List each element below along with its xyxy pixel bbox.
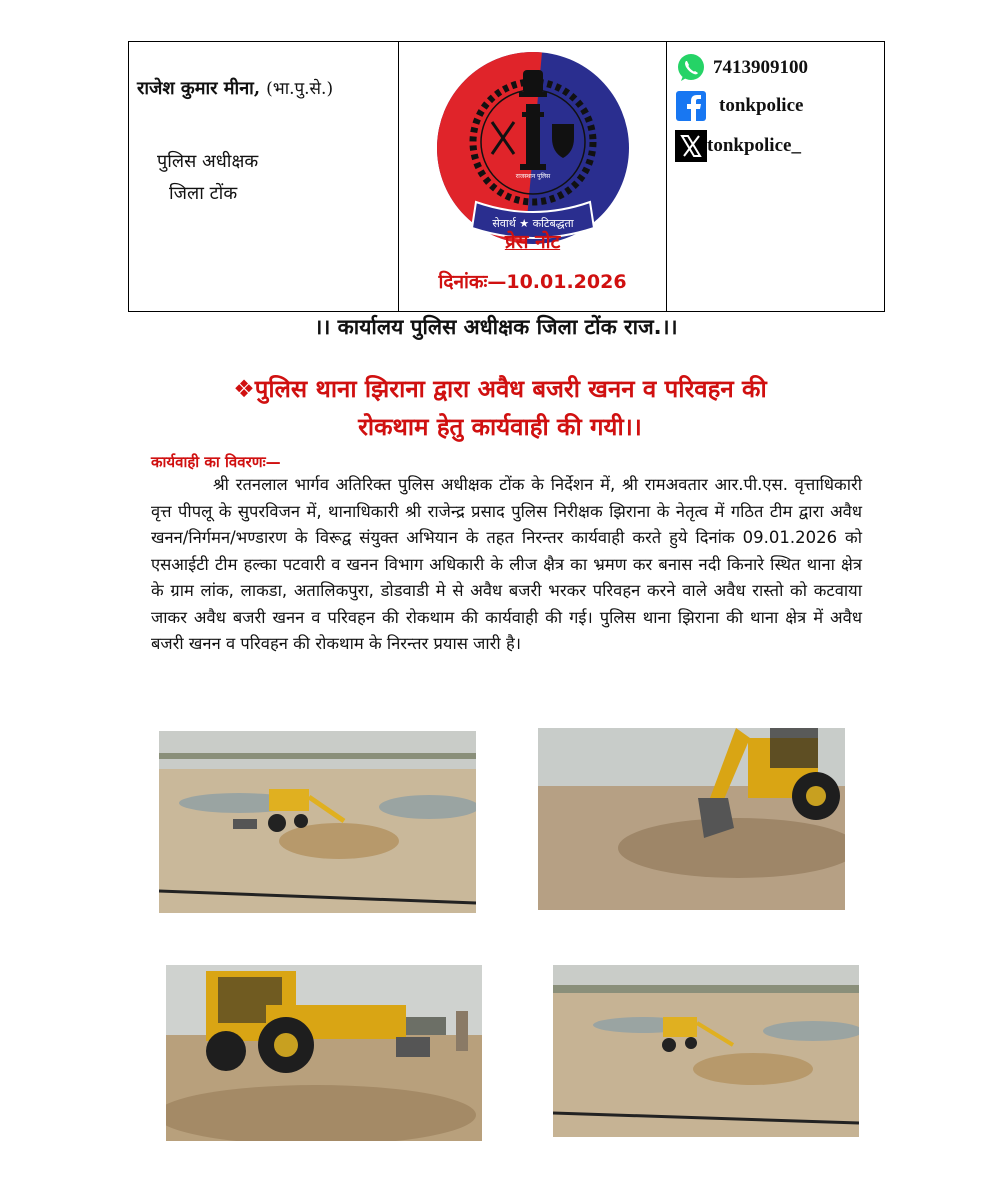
officer-district: जिला टोंक: [169, 183, 238, 204]
officer-rank: (भा.पु.से.): [266, 79, 334, 99]
letterhead-table: [128, 41, 885, 312]
photo-backhoe-closeup: [166, 965, 482, 1141]
photo-backhoe-riverbank-1: [159, 731, 476, 913]
whatsapp-row: [675, 52, 808, 84]
officer-designation: पुलिस अधीक्षक: [157, 151, 259, 172]
officer-cell: [129, 42, 399, 311]
emblem-caption: राजस्थान पुलिस: [515, 173, 551, 180]
details-label: कार्यवाही का विवरणः—: [151, 453, 281, 471]
officer-title: [157, 146, 258, 210]
officer-name-text: राजेश कुमार मीना,: [137, 78, 261, 99]
emblem-motto: सेवार्थ ★ कटिबद्धता: [492, 217, 574, 230]
photo-backhoe-riverbank-2: [553, 965, 859, 1137]
emblem-cell: [399, 42, 667, 311]
whatsapp-icon: [675, 52, 707, 84]
photo-backhoe-digging: [538, 728, 845, 910]
officer-name: [137, 76, 333, 100]
headline-line1: ❖पुलिस थाना झिराना द्वारा अवैध बजरी खनन व परिवहन की: [233, 375, 767, 403]
x-icon: [675, 130, 707, 162]
whatsapp-number: 7413909100: [713, 57, 808, 78]
facebook-handle: tonkpolice: [719, 95, 804, 116]
details-text: श्री रतनलाल भार्गव अतिरिक्त पुलिस अधीक्षक टोंक के निर्देशन में, श्री रामअवतार आर.पी.एस. वृत्ताधिकारी वृत्त पीपलू के सुपरविजन में, थानाधिकारी श्री राजेन्द्र प्रसाद पुलिस निरीक्षक झिराना के नेतृत्व में गठित टीम द्वारा अवैध खनन/निर्गमन/भण्डारण के विरूद्व संयुक्त अभियान के तहत निरन्तर कार्यवाही करते हुये दिनांक 09.01.2026 को एसआईटी टीम हल्का पटवारी व खनन विभाग अधिकारी के लीज क्षैत्र का भ्रमण कर बनास नदी किनारे स्थित थाना क्षेत्र के ग्राम लांक, लाकडा, अतालिकपुरा, डोडवाडी मे से अवैध बजरी भरकर परिवहन करने वाले अवैध रास्तो को कटवाया जाकर अवैध बजरी खनन व परिवहन की रोकथाम की कार्यवाही की गई। पुलिस थाना झिराना की थाना क्षेत्र में अवैध बजरी खनन व परिवहन की रोकथाम के निरन्तर प्रयास जारी है।: [151, 475, 862, 653]
press-note-date: दिनांकः—10.01.2026: [438, 271, 627, 293]
headline-line2: रोकथाम हेतु कार्यवाही की गयी।।: [358, 413, 642, 441]
office-line: ।। कार्यालय पुलिस अधीक्षक जिला टोंक राज.।।: [314, 315, 678, 339]
facebook-row: [675, 90, 803, 122]
x-row: [675, 130, 801, 162]
x-handle: tonkpolice_: [707, 135, 801, 156]
headline: [120, 370, 880, 446]
press-note-label: प्रेस नोट: [504, 231, 561, 253]
facebook-icon: [675, 90, 707, 122]
social-cell: [667, 42, 884, 311]
rajasthan-police-emblem: [432, 52, 634, 252]
